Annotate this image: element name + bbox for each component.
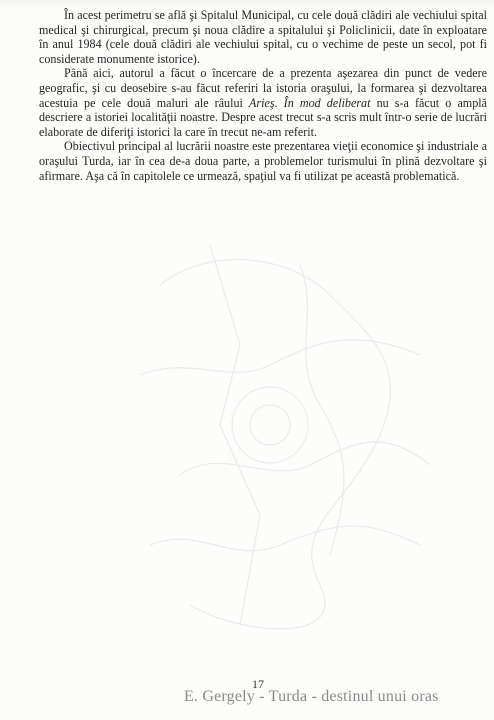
paragraph-2-text-b: . xyxy=(274,95,284,110)
page-number: 17 xyxy=(252,677,264,691)
document-body xyxy=(39,8,487,183)
paragraph-2 xyxy=(39,66,487,139)
paragraph-3-text: Obiectivul principal al lucrării noastre este prezentarea vieţii economice şi industriale a oraşului Turda, iar în cea de-a doua parte, a problemelor turismului în plină dezvoltare şi afirmare. Aşa că în capitolele ce urmează, spaţiul va fi utilizat pe această problematică. xyxy=(39,139,487,183)
faint-map-watermark xyxy=(120,225,450,645)
scan-edge-shadow xyxy=(0,0,494,8)
paragraph-2-text-c: nu s-a făcut o amplă descriere a istoriei localităţii noastre. Despre acest trecut s-a scris mult într-o serie de lucrări elaborate de diferiţi istorici la care în trecut ne-am referit. xyxy=(39,95,487,139)
paragraph-2-text-a: Până aici, autorul a făcut o încercare de a prezenta aşezarea din punct de vedere geografic, şi cu deosebire s-au făcut referiri la istoria oraşului, la formarea şi dezvoltarea acestuia pe cele două maluri ale râului xyxy=(39,66,487,110)
paragraph-1-text: În acest perimetru se află şi Spitalul Municipal, cu cele două clădiri ale vechiului spital medical şi chirurgical, precum şi noua clădire a spitalului şi Policlinicii, date în exploatare în anul 1984 (cele două clădiri ale vechiului spital, cu o vechime de peste un secol, pot fi considerate monumente istorice). xyxy=(39,8,487,66)
deliberately-italic: În mod deliberat xyxy=(283,95,371,110)
paragraph-1 xyxy=(39,8,487,66)
river-name-italic: Arieş xyxy=(249,95,275,110)
paragraph-3 xyxy=(39,139,487,183)
footer-caption: E. Gergely - Turda - destinul unui oras xyxy=(184,688,439,705)
